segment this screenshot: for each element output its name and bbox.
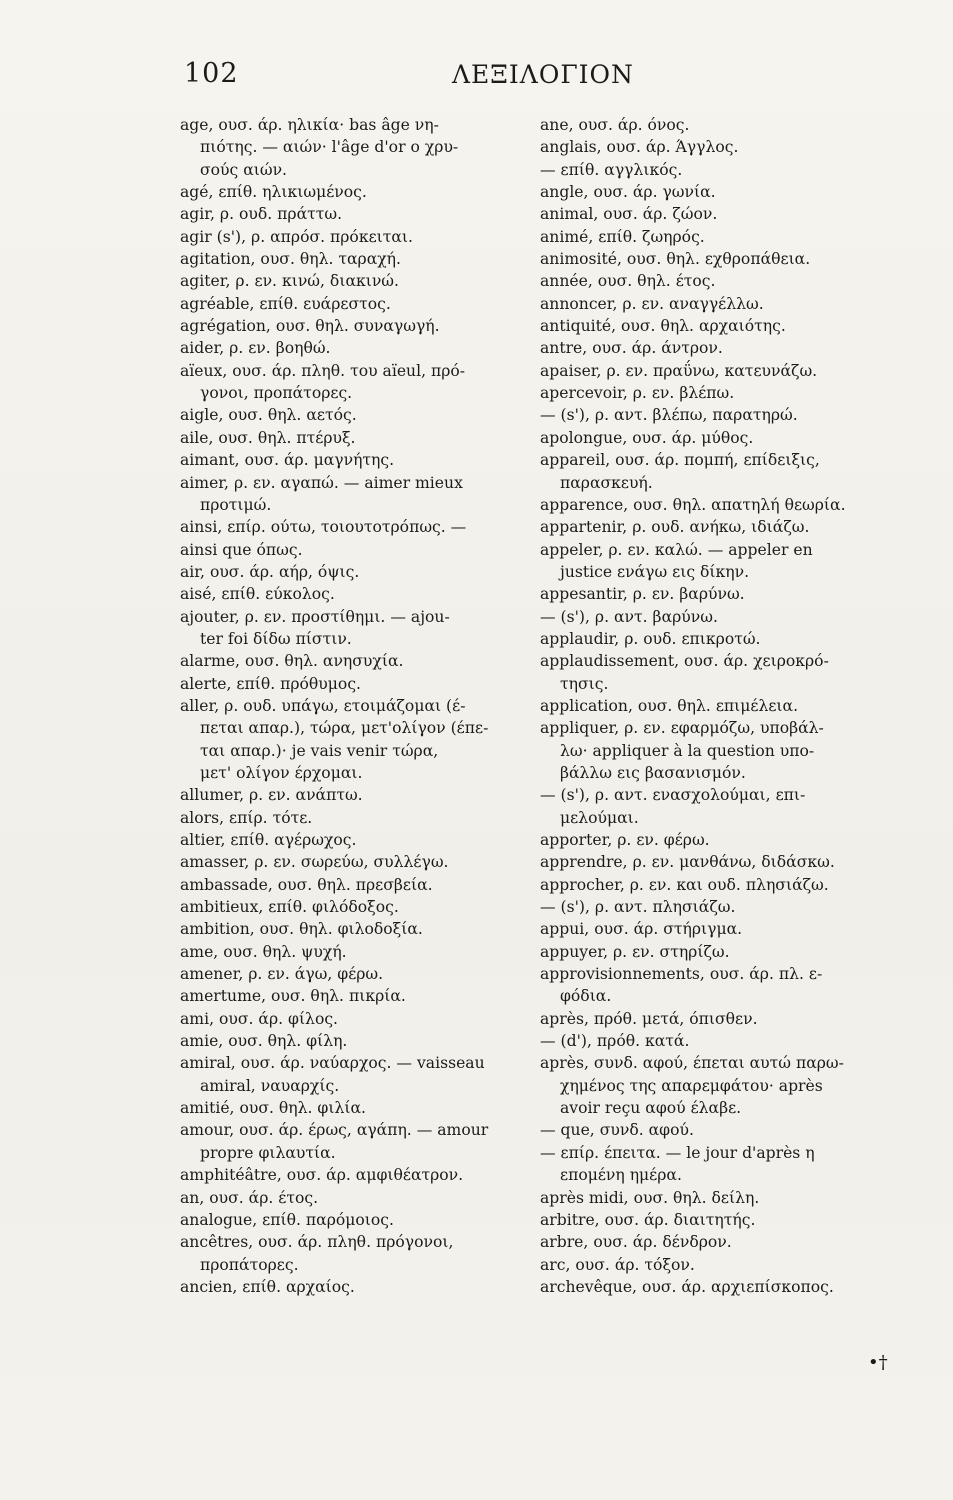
dictionary-entry-line: antiquité, ουσ. θηλ. αρχαιότης. bbox=[540, 317, 786, 336]
dictionary-entry-line: — (s'), ρ. αντ. πλησιάζω. bbox=[540, 898, 736, 917]
dictionary-entry-line: apaiser, ρ. εν. πραΰνω, κατευνάζω. bbox=[540, 361, 818, 380]
dictionary-entry-line: appartenir, ρ. ουδ. ανήκω, ιδιάζω. bbox=[540, 518, 810, 537]
dictionary-entry-line: amitié, ουσ. θηλ. φιλία. bbox=[180, 1099, 366, 1118]
dictionary-entry-line: age, ουσ. άρ. ηλικία· bas âge νη- bbox=[180, 116, 439, 134]
dictionary-entry-line: animal, ουσ. άρ. ζώον. bbox=[540, 205, 718, 224]
entry-continuation-line: πιότης. — αιών· l'âge d'or ο χρυ- bbox=[200, 138, 459, 157]
dictionary-entry-line: agir (s'), ρ. απρόσ. πρόκειται. bbox=[180, 227, 413, 246]
dictionary-entry-line: approvisionnements, ουσ. άρ. πλ. ε- bbox=[540, 965, 823, 984]
dictionary-entry-line: apercevoir, ρ. εν. βλέπω. bbox=[540, 384, 735, 403]
dictionary-entry-line: amiral, ουσ. άρ. ναύαρχος. — vaisseau bbox=[180, 1054, 485, 1073]
entry-continuation-line: πεται απαρ.), τώρα, μετ'ολίγον (έπε- bbox=[200, 719, 489, 738]
dictionary-entry-line: altier, επίθ. αγέρωχος. bbox=[180, 831, 357, 849]
dictionary-entry-line: alarme, ουσ. θηλ. ανησυχία. bbox=[180, 652, 404, 671]
dictionary-entry-line: ajouter, ρ. εν. προστίθημι. — ajou- bbox=[180, 607, 450, 626]
entry-continuation-line: justice ενάγω εις δίκην. bbox=[560, 562, 750, 581]
dictionary-entry-line: après midi, ουσ. θηλ. δείλη. bbox=[540, 1188, 760, 1207]
entry-continuation-line: προτιμώ. bbox=[200, 495, 272, 514]
dictionary-entry-line: apprendre, ρ. εν. μανθάνω, διδάσκω. bbox=[540, 853, 835, 872]
dictionary-entry-line: ancêtres, ουσ. άρ. πληθ. πρόγονοι, bbox=[180, 1233, 454, 1252]
dictionary-entry-line: — que, συνδ. αφού. bbox=[540, 1121, 694, 1140]
page-number: 102 bbox=[184, 58, 239, 89]
dictionary-entry-line: animé, επίθ. ζωηρός. bbox=[540, 227, 705, 246]
dictionary-entry-line: amie, ουσ. θηλ. φίλη. bbox=[180, 1032, 348, 1051]
dictionary-entry-line: applaudissement, ουσ. άρ. χειροκρό- bbox=[540, 652, 829, 671]
dictionary-entry-line: année, ουσ. θηλ. έτος. bbox=[540, 272, 716, 291]
printer-mark: •† bbox=[868, 1352, 888, 1373]
dictionary-entry-line: application, ουσ. θηλ. επιμέλεια. bbox=[540, 696, 799, 715]
entry-continuation-line: παρασκευή. bbox=[560, 473, 653, 492]
dictionary-entry-line: amour, ουσ. άρ. έρως, αγάπη. — amour bbox=[180, 1121, 489, 1140]
dictionary-entry-line: analogue, επίθ. παρόμοιος. bbox=[180, 1210, 394, 1229]
dictionary-entry-line: apporter, ρ. εν. φέρω. bbox=[540, 831, 710, 849]
dictionary-entry-line: applaudir, ρ. ουδ. επικροτώ. bbox=[540, 629, 761, 648]
dictionary-entry-line: aller, ρ. ουδ. υπάγω, ετοιμάζομαι (έ- bbox=[180, 696, 466, 715]
dictionary-entry-line: appliquer, ρ. εν. εφαρμόζω, υποβάλ- bbox=[540, 719, 824, 738]
left-column bbox=[180, 114, 530, 1298]
dictionary-entry-line: allumer, ρ. εν. ανάπτω. bbox=[180, 786, 363, 805]
dictionary-entry-line: ambitieux, επίθ. φιλόδοξος. bbox=[180, 898, 399, 917]
dictionary-entry-line: appesantir, ρ. εν. βαρύνω. bbox=[540, 585, 745, 604]
dictionary-entry-line: — (d'), πρόθ. κατά. bbox=[540, 1032, 690, 1051]
dictionary-entry-line: après, πρόθ. μετά, όπισθεν. bbox=[540, 1009, 758, 1028]
dictionary-entry-line: après, συνδ. αφού, έπεται αυτώ παρω- bbox=[540, 1054, 844, 1073]
entry-continuation-line: amiral, ναυαρχίς. bbox=[200, 1076, 340, 1095]
dictionary-entry-line: anglais, ουσ. άρ. Άγγλος. bbox=[540, 138, 739, 157]
dictionary-entry-line: aimant, ουσ. άρ. μαγνήτης. bbox=[180, 451, 395, 470]
dictionary-entry-line: ami, ουσ. άρ. φίλος. bbox=[180, 1009, 339, 1028]
entry-continuation-line: τησις. bbox=[560, 674, 609, 693]
dictionary-entry-line: — επίθ. αγγλικός. bbox=[540, 160, 683, 179]
entry-continuation-line: ται απαρ.)· je vais venir τώρα, bbox=[200, 741, 439, 760]
dictionary-entry-line: archevêque, ουσ. άρ. αρχιεπίσκοπος. bbox=[540, 1277, 834, 1296]
dictionary-entry-line: amasser, ρ. εν. σωρεύω, συλλέγω. bbox=[180, 853, 449, 872]
running-head: ΛΕΞΙΛΟΓΙΟΝ bbox=[452, 60, 634, 89]
dictionary-entry-line: alerte, επίθ. πρόθυμος. bbox=[180, 674, 362, 693]
dictionary-entry-line: arc, ουσ. άρ. τόξον. bbox=[540, 1255, 695, 1274]
dictionary-entry-line: arbre, ουσ. άρ. δένδρον. bbox=[540, 1233, 732, 1252]
dictionary-entry-line: — (s'), ρ. αντ. βαρύνω. bbox=[540, 607, 718, 626]
dictionary-entry-line: agitation, ουσ. θηλ. ταραχή. bbox=[180, 250, 401, 269]
dictionary-entry-line: aile, ουσ. θηλ. πτέρυξ. bbox=[180, 428, 356, 447]
dictionary-entry-line: arbitre, ουσ. άρ. διαιτητής. bbox=[540, 1210, 756, 1229]
dictionary-entry-line: amertume, ουσ. θηλ. πικρία. bbox=[180, 987, 406, 1006]
entry-continuation-line: γονοι, προπάτορες. bbox=[200, 384, 353, 403]
dictionary-entry-line: agir, ρ. ουδ. πράττω. bbox=[180, 205, 343, 224]
dictionary-entry-line: approcher, ρ. εν. και ουδ. πλησιάζω. bbox=[540, 875, 829, 894]
dictionary-entry-line: ambition, ουσ. θηλ. φιλοδοξία. bbox=[180, 920, 423, 939]
entry-continuation-line: μελούμαι. bbox=[560, 808, 639, 827]
dictionary-entry-line: aigle, ουσ. θηλ. αετός. bbox=[180, 406, 357, 425]
dictionary-entry-line: — (s'), ρ. αντ. ενασχολούμαι, επι- bbox=[540, 786, 806, 805]
entry-continuation-line: επομένη ημέρα. bbox=[560, 1166, 682, 1185]
dictionary-entry-line: agrégation, ουσ. θηλ. συναγωγή. bbox=[180, 317, 440, 336]
dictionary-entry-line: apolongue, ουσ. άρ. μύθος. bbox=[540, 428, 754, 447]
dictionary-entry-line: amphitéâtre, ουσ. άρ. αμφιθέατρον. bbox=[180, 1166, 464, 1185]
dictionary-entry-line: ainsi, επίρ. ούτω, τοιουτοτρόπως. — bbox=[180, 518, 467, 537]
entry-continuation-line: χημένος της απαρεμφάτου· après bbox=[560, 1076, 823, 1095]
entry-continuation-line: μετ' ολίγον έρχομαι. bbox=[200, 763, 363, 782]
dictionary-entry-line: angle, ουσ. άρ. γωνία. bbox=[540, 183, 716, 202]
dictionary-entry-line: animosité, ουσ. θηλ. εχθροπάθεια. bbox=[540, 250, 811, 269]
dictionary-entry-line: appui, ουσ. άρ. στήριγμα. bbox=[540, 920, 743, 939]
dictionary-entry-line: air, ουσ. άρ. αήρ, όψις. bbox=[180, 562, 360, 581]
entry-continuation-line: σούς αιών. bbox=[200, 160, 287, 179]
entry-continuation-line: λω· appliquer à la question υπο- bbox=[560, 741, 815, 760]
entry-continuation-line: ter foi δίδω πίστιν. bbox=[200, 629, 352, 648]
dictionary-entry-line: appeler, ρ. εν. καλώ. — appeler en bbox=[540, 540, 813, 559]
dictionary-entry-line: appareil, ουσ. άρ. πομπή, επίδειξις, bbox=[540, 451, 820, 470]
dictionary-entry-line: antre, ουσ. άρ. άντρον. bbox=[540, 339, 723, 358]
dictionary-entry-line: aisé, επίθ. εύκολος. bbox=[180, 585, 335, 604]
dictionary-entry-line: — (s'), ρ. αντ. βλέπω, παρατηρώ. bbox=[540, 406, 798, 425]
dictionary-entry-line: ancien, επίθ. αρχαίος. bbox=[180, 1277, 355, 1296]
entry-continuation-line: avoir reçu αφού έλαβε. bbox=[560, 1099, 742, 1118]
dictionary-entry-line: an, ουσ. άρ. έτος. bbox=[180, 1188, 319, 1207]
dictionary-entry-line: alors, επίρ. τότε. bbox=[180, 808, 313, 827]
dictionary-entry-line: aïeux, ουσ. άρ. πληθ. του aïeul, πρό- bbox=[180, 361, 466, 380]
right-column bbox=[540, 114, 912, 1298]
dictionary-entry-line: appuyer, ρ. εν. στηρίζω. bbox=[540, 942, 730, 961]
dictionary-entry-line: ambassade, ουσ. θηλ. πρεσβεία. bbox=[180, 875, 433, 894]
dictionary-entry-line: aider, ρ. εν. βοηθώ. bbox=[180, 339, 331, 358]
dictionary-entry-line: ainsi que όπως. bbox=[180, 540, 303, 559]
dictionary-entry-line: apparence, ουσ. θηλ. απατηλή θεωρία. bbox=[540, 495, 846, 514]
dictionary-entry-line: agréable, επίθ. ευάρεστος. bbox=[180, 294, 391, 313]
dictionary-entry-line: aimer, ρ. εν. αγαπώ. — aimer mieux bbox=[180, 473, 463, 492]
dictionary-entry-line: agiter, ρ. εν. κινώ, διακινώ. bbox=[180, 272, 399, 291]
entry-continuation-line: προπάτορες. bbox=[200, 1255, 299, 1274]
entry-continuation-line: βάλλω εις βασανισμόν. bbox=[560, 763, 746, 782]
dictionary-entry-line: agé, επίθ. ηλικιωμένος. bbox=[180, 183, 367, 202]
dictionary-entry-line: amener, ρ. εν. άγω, φέρω. bbox=[180, 965, 384, 984]
dictionary-entry-line: ane, ουσ. άρ. όνος. bbox=[540, 116, 690, 134]
dictionary-entry-line: ame, ουσ. θηλ. ψυχή. bbox=[180, 942, 347, 961]
dictionary-entry-line: annoncer, ρ. εν. αναγγέλλω. bbox=[540, 294, 764, 313]
entry-continuation-line: φόδια. bbox=[560, 987, 612, 1006]
entry-continuation-line: propre φιλαυτία. bbox=[200, 1143, 336, 1162]
dictionary-entry-line: — επίρ. έπειτα. — le jour d'après η bbox=[540, 1143, 815, 1162]
